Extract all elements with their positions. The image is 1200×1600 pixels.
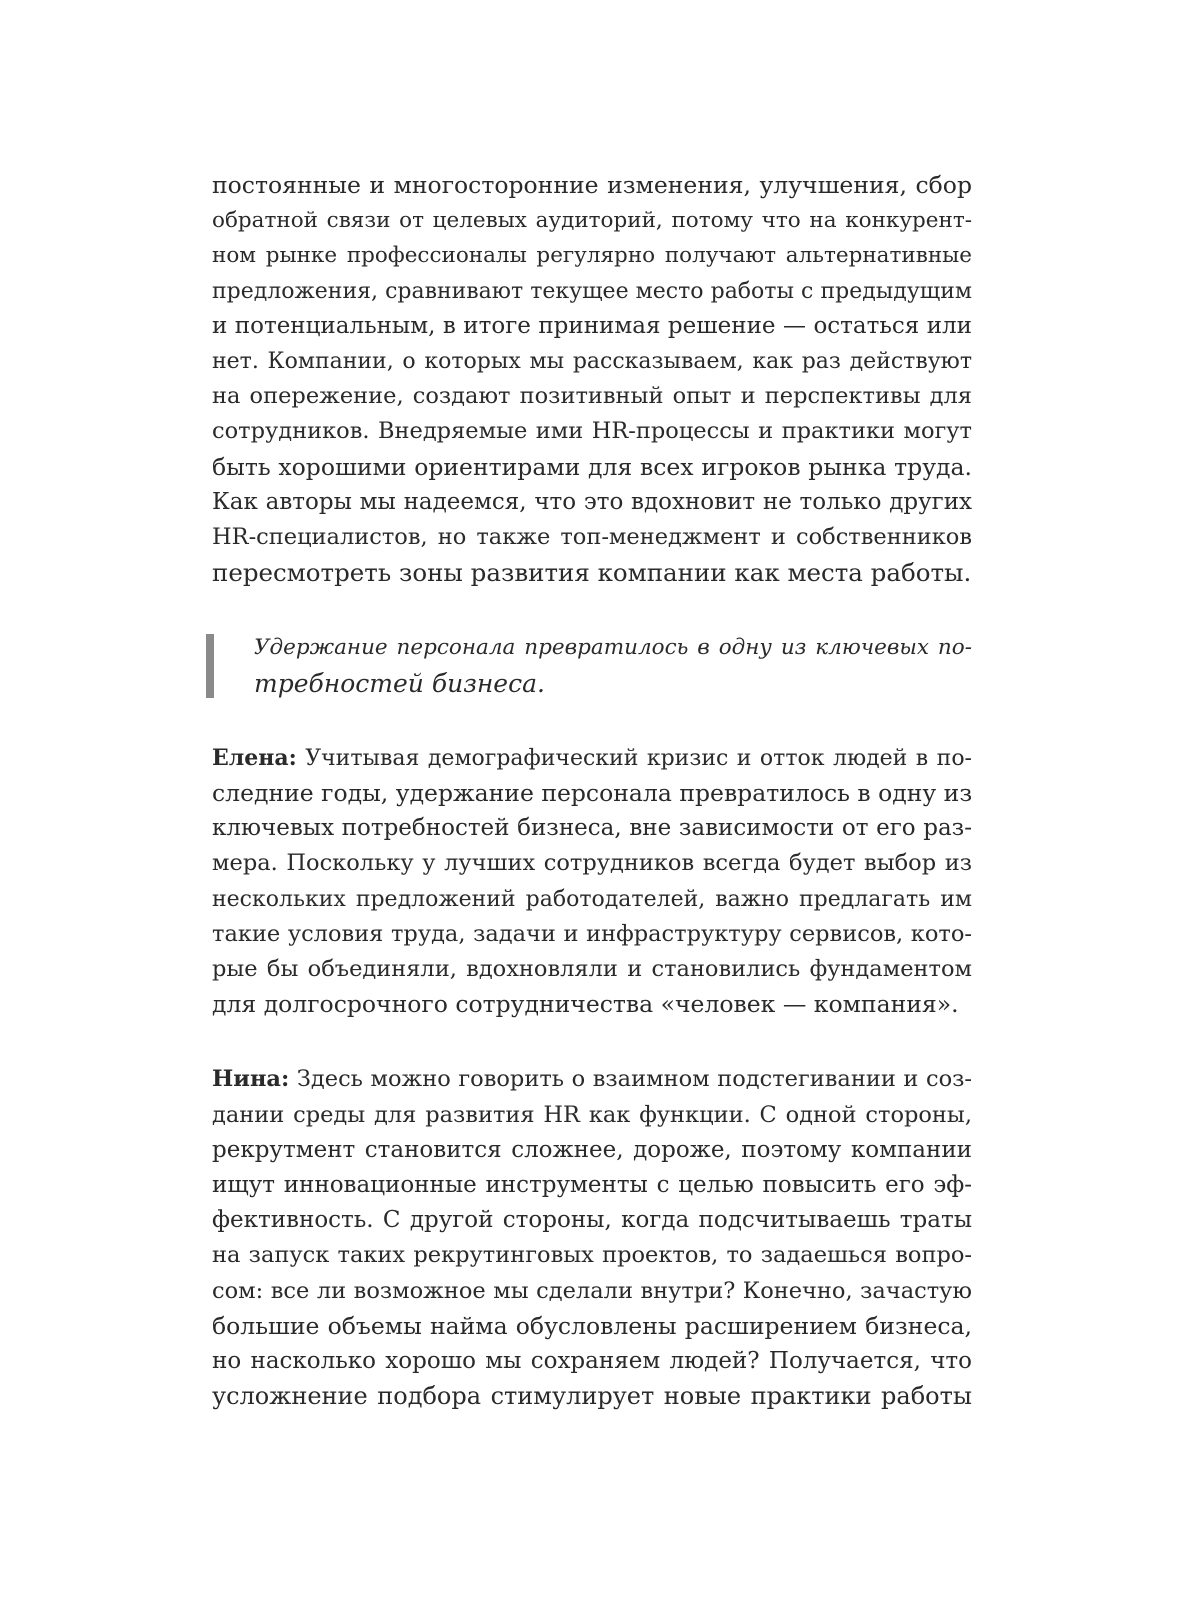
text-line: рые бы объединяли, вдохновляли и становились фундаментом: [212, 956, 972, 983]
text-line: сом: все ли возможное мы сделали внутри? Конечно, зачастую: [212, 1277, 972, 1304]
text-line: и потенциальным, в итоге принимая решение — остаться или: [212, 312, 972, 339]
pull-quote: [212, 630, 972, 700]
paragraph-intro: [212, 168, 972, 590]
text-line: дании среды для развития HR как функции. С одной стороны,: [212, 1101, 972, 1128]
text-line: [212, 741, 972, 776]
text-line: на запуск таких рекрутинговых проектов, то задаешься вопро-: [212, 1242, 972, 1269]
text-line: рекрутмент становится сложнее, дороже, поэтому компании: [212, 1136, 972, 1163]
text-line: пересмотреть зоны развития компании как места работы.: [212, 558, 972, 588]
text-line: HR-специалистов, но также топ-менеджмент и собственников: [212, 524, 972, 551]
text-line: мера. Поскольку у лучших сотрудников всегда будет выбор из: [212, 850, 972, 877]
text-line: предложения, сравнивают текущее место работы с предыдущим: [212, 278, 972, 304]
book-page: [212, 168, 972, 1415]
text-line: ищут инновационные инструменты с целью повысить его эф-: [212, 1172, 972, 1199]
text-line: такие условия труда, задачи и инфраструктуру сервисов, кото-: [212, 920, 972, 947]
quote-line: Удержание персонала превратилось в одну из ключевых по-: [254, 635, 972, 661]
text-line: ном рынке профессионалы регулярно получают альтернативные: [212, 243, 972, 269]
speaker-name-nina: Нина:: [212, 1066, 290, 1093]
text-line: постоянные и многосторонние изменения, улучшения, сбор: [212, 171, 972, 199]
text-line: нет. Компании, о которых мы рассказываем, как раз действуют: [212, 349, 972, 375]
text-line: ключевых потребностей бизнеса, вне зависимости от его раз-: [212, 815, 972, 842]
text-line: для долгосрочного сотрудничества «человек — компания».: [212, 990, 959, 1019]
text-line: обратной связи от целевых аудиторий, потому что на конкурент-: [212, 208, 972, 234]
text-line: большие объемы найма обусловлены расширением бизнеса,: [212, 1311, 972, 1340]
text-line: [212, 1062, 972, 1097]
quote-bar: [206, 634, 214, 698]
text-line: Как авторы мы надеемся, что это вдохновит не только других: [212, 488, 972, 515]
text-line: но насколько хорошо мы сохраняем людей? Получается, что: [212, 1348, 972, 1375]
speaker-text: Здесь можно говорить о взаимном подстегивании и соз-: [289, 1066, 972, 1093]
text-line: сотрудников. Внедряемые ими HR-процессы и практики могут: [212, 418, 972, 445]
text-line: нескольких предложений работодателей, важно предлагать им: [212, 886, 972, 912]
text-line: следние годы, удержание персонала превратилось в одну из: [212, 779, 973, 808]
paragraph-elena: [212, 741, 972, 1023]
paragraph-nina: [212, 1062, 972, 1414]
text-line: усложнение подбора стимулирует новые практики работы: [212, 1382, 972, 1411]
text-line: быть хорошими ориентирами для всех игроков рынка труда.: [212, 452, 972, 481]
quote-line: требностей бизнеса.: [254, 668, 545, 698]
text-line: на опережение, создают позитивный опыт и перспективы для: [212, 383, 972, 410]
text-line: фективность. С другой стороны, когда подсчитываешь траты: [212, 1207, 972, 1234]
speaker-text: Учитывая демографический кризис и отток людей в по-: [296, 745, 972, 771]
speaker-name-elena: Елена:: [212, 744, 297, 771]
